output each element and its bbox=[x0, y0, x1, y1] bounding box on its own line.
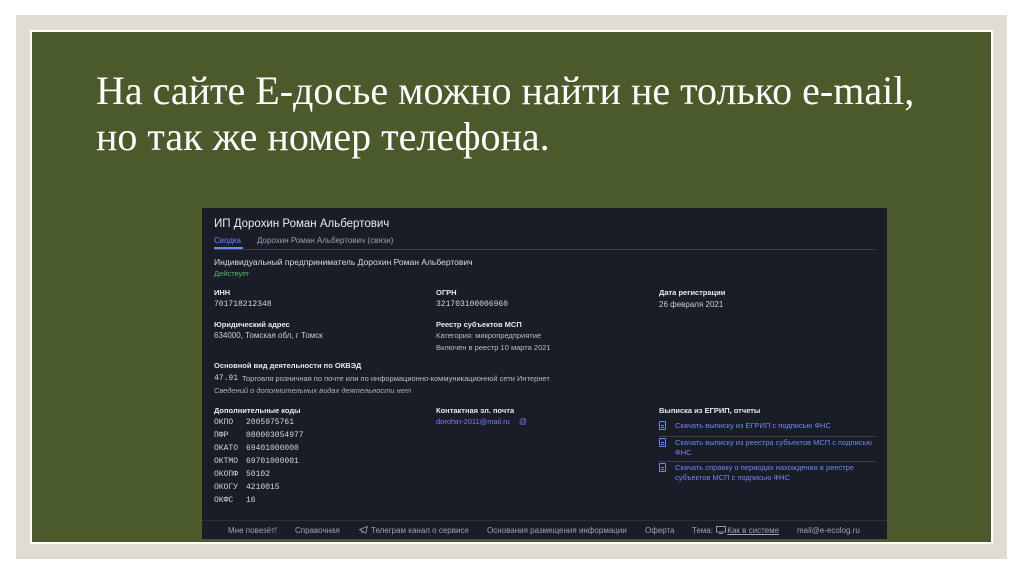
code-name: ОКПО bbox=[214, 418, 234, 427]
code-value: 080003054977 bbox=[246, 431, 304, 440]
egrip-link-row[interactable] bbox=[659, 463, 876, 485]
code-name: ОКФС bbox=[214, 496, 234, 505]
footer-offer-link[interactable]: Оферта bbox=[645, 526, 675, 535]
status-badge: Действует bbox=[214, 269, 250, 278]
ogrn-value: 321703100006960 bbox=[436, 300, 509, 309]
inn-label: ИНН bbox=[214, 288, 231, 297]
document-icon bbox=[659, 421, 666, 430]
okved-label: Основной вид деятельности по ОКВЭД bbox=[214, 361, 362, 370]
theme-value: Как в системе bbox=[727, 526, 780, 535]
footer-theme-selector[interactable] bbox=[692, 526, 779, 535]
egrip-divider bbox=[659, 461, 876, 462]
email-at-icon[interactable]: @ bbox=[519, 417, 528, 426]
msp-category: Категория: микропредприятие bbox=[436, 331, 542, 340]
code-value: 69701000001 bbox=[246, 457, 299, 466]
theme-label: Тема: bbox=[692, 526, 714, 535]
code-row bbox=[214, 431, 304, 440]
msp-label: Реестр субъектов МСП bbox=[436, 320, 522, 329]
slide bbox=[30, 30, 993, 544]
footer-lucky-link[interactable]: Мне повезёт! bbox=[228, 526, 277, 535]
code-value: 4210015 bbox=[246, 483, 280, 492]
code-row bbox=[214, 418, 294, 427]
address-value: 634000, Томская обл, г Томск bbox=[214, 331, 323, 340]
code-value: 69401000000 bbox=[246, 444, 299, 453]
egrip-label: Выписка из ЕГРИП, отчеты bbox=[659, 406, 761, 415]
edosie-screenshot bbox=[202, 208, 887, 539]
address-label: Юридический адрес bbox=[214, 320, 290, 329]
okved-description: Торговля розничная по почте или по информационно-коммуникационной сети Интернет bbox=[242, 374, 550, 383]
code-value: 50102 bbox=[246, 470, 271, 479]
code-row bbox=[214, 444, 299, 453]
code-name: ОКОГУ bbox=[214, 483, 239, 492]
footer-email-link[interactable]: mail@e-ecolog.ru bbox=[797, 526, 860, 535]
code-name: ОКОПФ bbox=[214, 470, 239, 479]
egrip-download-link[interactable]: Скачать выписку из ЕГРИП с подписью ФНС bbox=[675, 421, 831, 430]
tab-divider bbox=[214, 249, 876, 250]
tab-connections[interactable]: Дорохин Роман Альбертович (связи) bbox=[257, 236, 394, 245]
code-row bbox=[214, 483, 280, 492]
code-value: 2005975761 bbox=[246, 418, 295, 427]
slide-title: На сайте Е-досье можно найти не только e-mail, но так же номер телефона. bbox=[96, 68, 915, 159]
code-row bbox=[214, 470, 270, 479]
company-title: ИП Дорохин Роман Альбертович bbox=[214, 218, 390, 230]
footer-basis-link[interactable]: Основания размещения информации bbox=[487, 526, 627, 535]
code-name: ПФР bbox=[214, 431, 229, 440]
egrip-link-row[interactable] bbox=[659, 438, 876, 460]
okved-code: 47.91 bbox=[214, 374, 239, 383]
ogrn-label: ОГРН bbox=[436, 288, 457, 297]
msp-download-link[interactable]: Скачать выписку из реестра субъектов МСП с подписью ФНС bbox=[675, 438, 873, 457]
footer-telegram-label: Телеграм канал о сервисе bbox=[371, 526, 469, 535]
footer-help-link[interactable]: Справочная bbox=[295, 526, 340, 535]
codes-label: Дополнительные коды bbox=[214, 406, 301, 415]
inn-value: 701718212348 bbox=[214, 300, 272, 309]
code-name: ОКТМО bbox=[214, 457, 239, 466]
egrip-divider bbox=[659, 436, 876, 437]
contact-label: Контактная эл. почта bbox=[436, 406, 515, 415]
msp-included: Включен в реестр 10 марта 2021 bbox=[436, 343, 551, 352]
registration-label: Дата регистрации bbox=[659, 288, 726, 297]
code-row bbox=[214, 496, 256, 505]
okved-note: Сведений о дополнительных видах деятельности нет bbox=[214, 386, 412, 395]
full-name: Индивидуальный предприниматель Дорохин Роман Альбертович bbox=[214, 257, 473, 267]
msp-periods-link[interactable]: Скачать справку о периодах нахождения в реестре субъектов МСП с подписью ФНС bbox=[675, 463, 854, 482]
telegram-icon bbox=[359, 526, 368, 534]
code-value: 16 bbox=[246, 496, 256, 505]
tab-summary[interactable]: Сводка bbox=[214, 236, 242, 245]
footer-divider bbox=[202, 520, 887, 521]
document-icon bbox=[659, 463, 666, 472]
code-name: ОКАТО bbox=[214, 444, 239, 453]
registration-value: 26 февраля 2021 bbox=[659, 300, 724, 309]
monitor-icon bbox=[716, 526, 726, 534]
document-icon bbox=[659, 438, 666, 447]
egrip-link-row[interactable] bbox=[659, 421, 876, 435]
contact-email-link[interactable]: dorohin-2011@mail.ru bbox=[436, 417, 510, 426]
code-row bbox=[214, 457, 299, 466]
footer-telegram-link[interactable] bbox=[359, 526, 469, 535]
